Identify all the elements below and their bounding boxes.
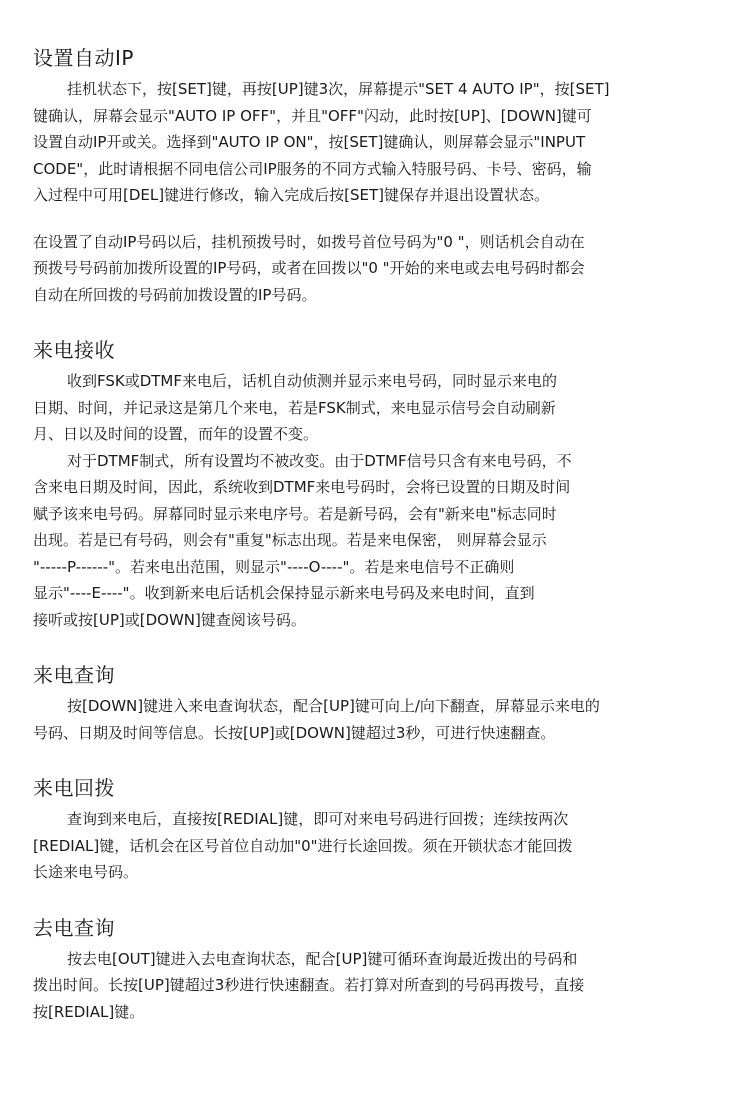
text-line: 自动在所回拨的号码前加拨设置的IP号码。 [33, 285, 317, 304]
text-line: 收到FSK或DTMF来电后，话机自动侦测并显示来电号码，同时显示来电的 [67, 372, 558, 390]
text-line: 设置自动IP开或关。选择到"AUTO IP ON"，按[SET]键确认，则屏幕会显示"INPUT [33, 133, 586, 151]
text-line: CODE"，此时请根据不同电信公司IP服务的不同方式输入特服号码、卡号、密码，输 [33, 159, 592, 178]
text-line: 键确认，屏幕会显示"AUTO IP OFF"，并且"OFF"闪动，此时按[UP]、[DOWN]键可 [33, 106, 592, 125]
text-line: 入过程中可用[DEL]键进行修改，输入完成后按[SET]键保存并退出设置状态。 [33, 186, 549, 204]
text-line: 月、日以及时间的设置，而年的设置不变。 [33, 425, 319, 443]
section-title: 来电接收 [33, 338, 115, 362]
text-line: 日期、时间，并记录这是第几个来电，若是FSK制式，来电显示信号会自动刷新 [33, 398, 556, 417]
paragraph [33, 229, 703, 309]
text-line: "-----P------"。若来电出范围，则显示"----O----"。若是来电信号不正确则 [33, 557, 515, 576]
section-call-lookup [33, 657, 703, 746]
paragraph [33, 693, 703, 746]
text-line: 显示"----E----"。收到新来电后话机会保持显示新来电号码及来电时间，直到 [33, 584, 535, 602]
text-line: 号码、日期及时间等信息。长按[UP]或[DOWN]键超过3秒，可进行快速翻查。 [33, 723, 556, 742]
manual-page [33, 40, 703, 1025]
text-line: 对于DTMF制式，所有设置均不被改变。由于DTMF信号只含有来电号码，不 [67, 451, 572, 470]
text-line: 含来电日期及时间，因此，系统收到DTMF来电号码时，会将已设置的日期及时间 [33, 478, 571, 496]
text-line: 按[DOWN]键进入来电查询状态，配合[UP]键可向上/向下翻查，屏幕显示来电的 [67, 697, 600, 715]
section-outgoing-lookup [33, 910, 703, 1026]
section-incoming-call [33, 332, 703, 633]
paragraph [33, 76, 703, 209]
section-auto-ip [33, 40, 703, 308]
text-line: [REDIAL]键，话机会在区号首位自动加"0"进行长途回拨。须在开锁状态才能回拨 [33, 836, 573, 855]
section-title: 来电回拨 [33, 776, 115, 800]
section-callback [33, 770, 703, 886]
text-line: 长途来电号码。 [33, 863, 139, 881]
text-line: 在设置了自动IP号码以后，挂机预拨号时，如拨号首位号码为"0 "，则话机会自动在 [33, 232, 585, 251]
paragraph [33, 448, 703, 634]
text-line: 接听或按[UP]或[DOWN]键查阅该号码。 [33, 610, 306, 629]
text-line: 预拨号号码前加拨所设置的IP号码，或者在回拨以"0 "开始的来电或去电号码时都会 [33, 259, 585, 277]
text-line: 赋予该来电号码。屏幕同时显示来电序号。若是新号码，会有"新来电"标志同时 [33, 504, 557, 523]
text-line: 按去电[OUT]键进入去电查询状态，配合[UP]键可循环查询最近拨出的号码和 [67, 949, 578, 968]
section-title: 去电查询 [33, 915, 115, 940]
text-line: 挂机状态下，按[SET]键，再按[UP]键3次，屏幕提示"SET 4 AUTO IP"，按[SET] [67, 80, 610, 98]
section-title: 来电查询 [33, 663, 115, 687]
section-title: 设置自动IP [33, 46, 134, 70]
text-line: 拨出时间。长按[UP]键超过3秒进行快速翻查。若打算对所查到的号码再拨号，直接 [33, 976, 585, 994]
paragraph [33, 946, 703, 1026]
paragraph [33, 368, 703, 448]
text-line: 出现。若是已有号码，则会有"重复"标志出现。若是来电保密， 则屏幕会显示 [33, 531, 547, 549]
text-line: 按[REDIAL]键。 [33, 1002, 145, 1021]
paragraph-gap [33, 209, 703, 229]
paragraph [33, 806, 703, 886]
text-line: 查询到来电后，直接按[REDIAL]键，即可对来电号码进行回拨；连续按两次 [67, 810, 569, 828]
